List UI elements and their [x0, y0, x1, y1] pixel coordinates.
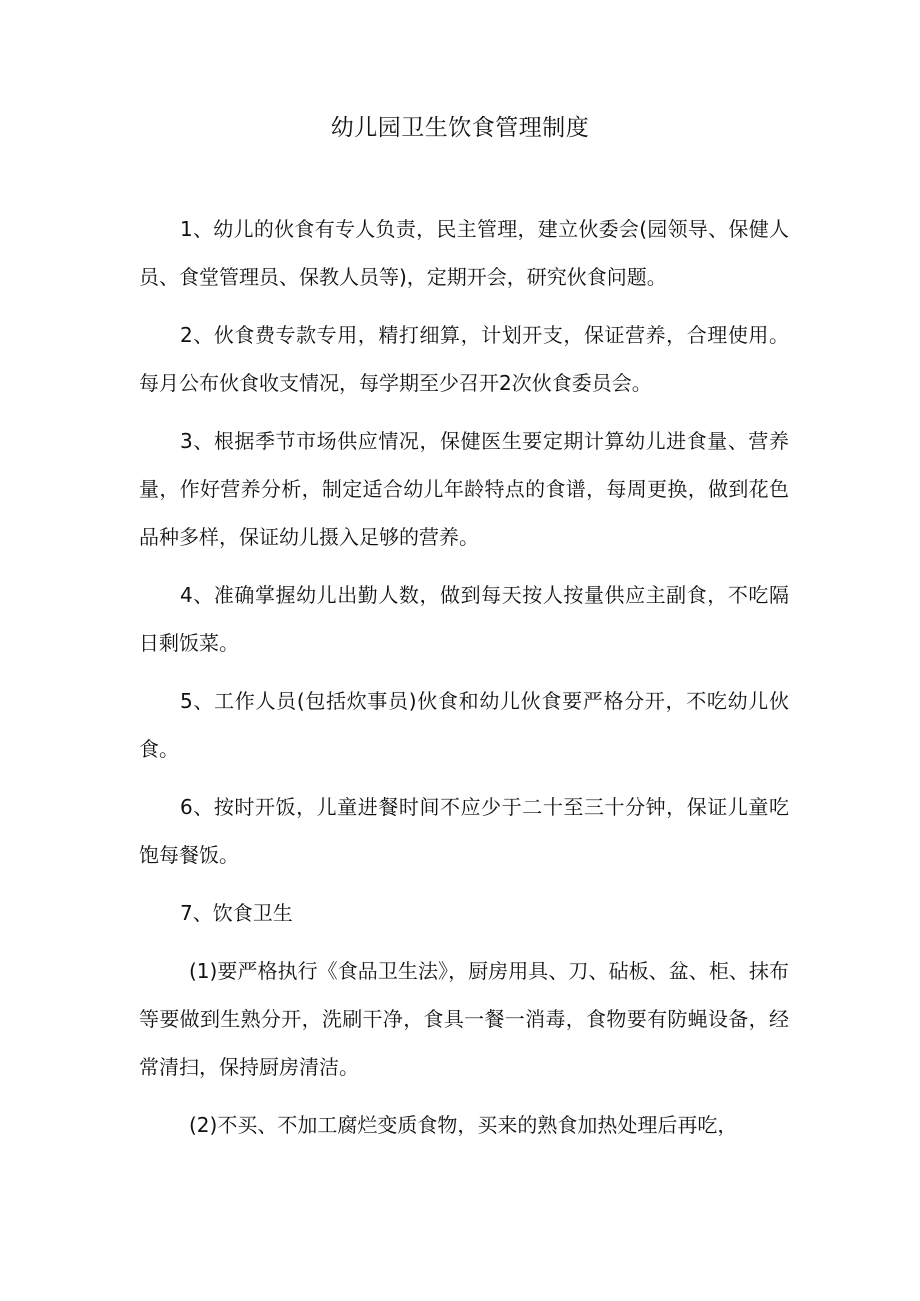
paragraph-7-heading: 7、饮食卫生	[180, 901, 293, 925]
paragraph-7-2: (2)不买、不加工腐烂变质食物，买来的熟食加热处理后再吃，	[189, 1113, 738, 1137]
paragraph-4: 4、准确掌握幼儿出勤人数，做到每天按人按量供应主副食，不吃隔日剩饭菜。	[139, 583, 789, 655]
paragraph-1: 1、幼儿的伙食有专人负责，民主管理，建立伙委会(园领导、保健人员、食堂管理员、保教人员等)，定期开会，研究伙食问题。	[139, 217, 789, 289]
paragraph-6: 6、按时开饭，儿童进餐时间不应少于二十至三十分钟，保证儿童吃饱每餐饭。	[139, 795, 789, 867]
paragraph-7-1: (1)要严格执行《食品卫生法》，厨房用具、刀、砧板、盆、柜、抹布等要做到生熟分开，洗刷干净，食具一餐一消毒，食物要有防蝇设备，经常清扫，保持厨房清洁。	[139, 959, 789, 1079]
paragraph-5: 5、工作人员(包括炊事员)伙食和幼儿伙食要严格分开，不吃幼儿伙食。	[139, 689, 789, 761]
document-body	[139, 205, 789, 1159]
paragraph-3: 3、根据季节市场供应情况，保健医生要定期计算幼儿进食量、营养量，作好营养分析，制定适合幼儿年龄特点的食谱，每周更换，做到花色品种多样，保证幼儿摄入足够的营养。	[139, 429, 789, 549]
document-title: 幼儿园卫生饮食管理制度	[330, 115, 590, 141]
paragraph-2: 2、伙食费专款专用，精打细算，计划开支，保证营养，合理使用。每月公布伙食收支情况，每学期至少召开2次伙食委员会。	[139, 323, 789, 395]
